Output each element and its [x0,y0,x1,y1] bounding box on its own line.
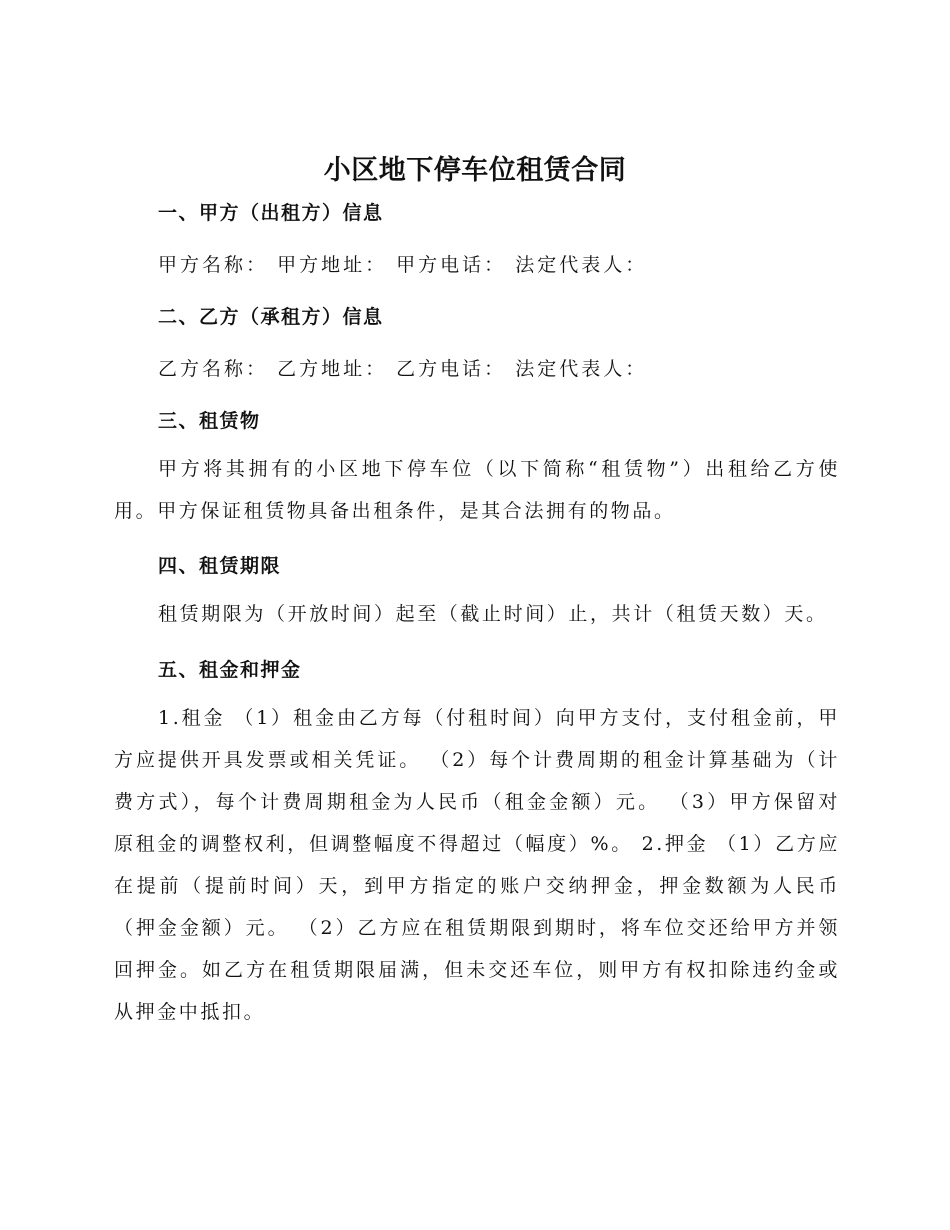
party-b-representative-label: 法定代表人： [515,358,648,380]
section-heading-lease-term: 四、租赁期限 [158,555,282,577]
party-a-fields [158,250,647,277]
rent-deposit-paragraph [114,697,840,1033]
lease-term-paragraph: 租赁期限为（开放时间）起至（截止时间）止，共计（租赁天数）天。 [158,603,828,625]
party-b-fields [158,354,647,381]
party-b-phone-label: 乙方电话： [396,358,507,380]
section-heading-lease-object: 三、租赁物 [158,410,261,432]
rent-clause-3: （3）甲方保留对原租金的调整权利，但调整幅度不得超过（幅度）%。 [114,791,840,855]
party-a-phone-label: 甲方电话： [396,254,507,276]
deposit-clause-2: （2）乙方应在租赁期限到期时，将车位交还给甲方并领回押金。如乙方在租赁期限届满，但未交还车位，则甲方有权扣除违约金或从押金中抵扣。 [114,917,840,1023]
party-b-name-label: 乙方名称： [158,358,269,380]
section-heading-rent-deposit: 五、租金和押金 [158,659,302,681]
party-a-address-label: 甲方地址： [277,254,388,276]
section-heading-party-a: 一、甲方（出租方）信息 [158,202,384,224]
rent-clause-2: （2）每个计费周期的租金计算基础为（计费方式），每个计费周期租金为人民币（租金金额）元。 [114,749,841,813]
rent-clause-1: 1.租金 （1）租金由乙方每（付租时间）向甲方支付，支付租金前，甲方应提供开具发票或相关凭证。 [114,707,840,771]
party-a-representative-label: 法定代表人： [515,254,648,276]
party-a-name-label: 甲方名称： [158,254,269,276]
document-title: 小区地下停车位租赁合同 [323,155,627,186]
party-b-address-label: 乙方地址： [277,358,388,380]
section-heading-party-b: 二、乙方（承租方）信息 [158,306,384,328]
lease-object-paragraph: 甲方将其拥有的小区地下停车位（以下简称“租赁物”）出租给乙方使用。甲方保证租赁物具备出租条件，是其合法拥有的物品。 [114,458,840,522]
deposit-clause-1: 2.押金 （1）乙方应在提前（提前时间）天，到甲方指定的账户交纳押金，押金数额为人民币（押金金额）元。 [114,833,840,939]
